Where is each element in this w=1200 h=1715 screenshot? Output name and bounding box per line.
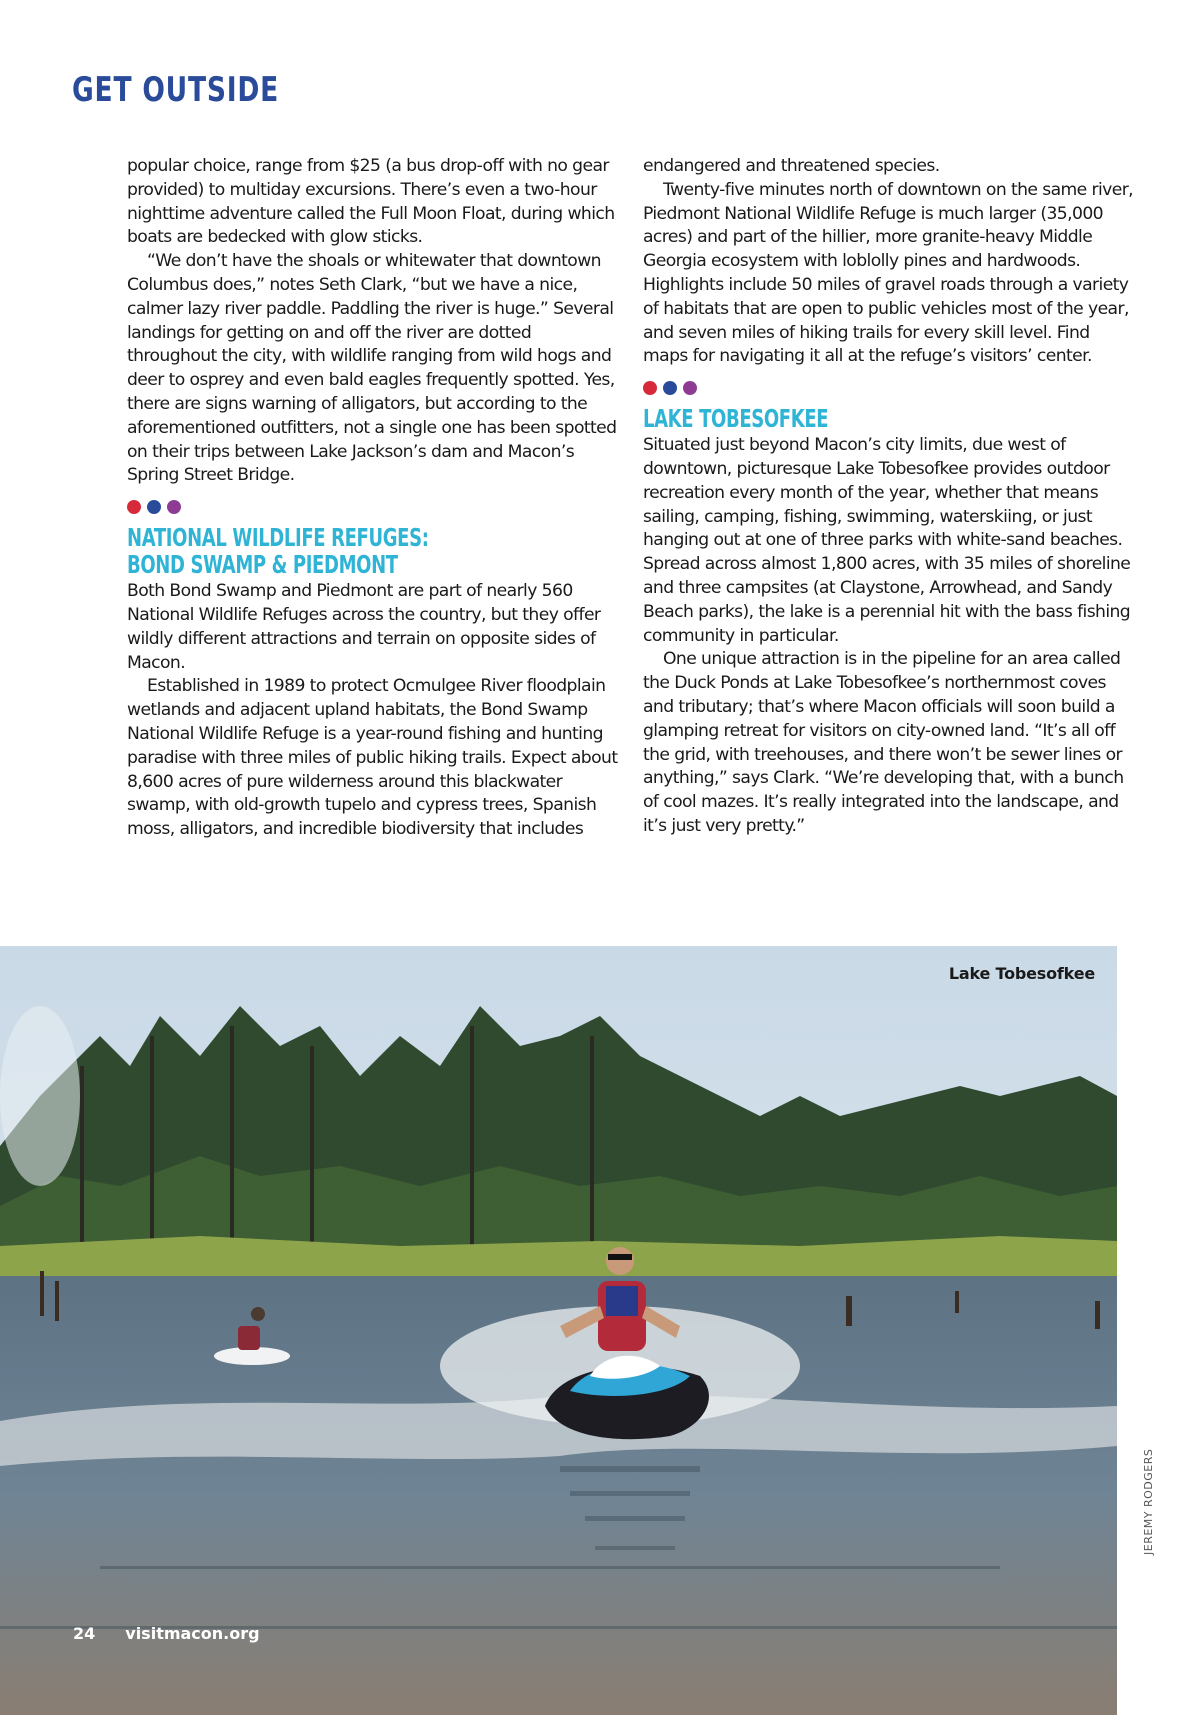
- paragraph: popular choice, range from $25 (a bus drop-off with no gear provided) to multiday excursions. There’s even a two-hour nighttime adventure called the Full Moon Float, during which boats are bedecked with glow sticks.: [127, 156, 615, 248]
- section-divider-dots: [643, 381, 1135, 395]
- right-column: [643, 155, 1135, 839]
- section-divider-dots: [127, 500, 619, 514]
- paragraph: Established in 1989 to protect Ocmulgee River floodplain wetlands and adjacent upland habitats, the Bond Swamp National Wildlife Refuge is a year-round fishing and hunting paradise with three miles of public hiking trails. Expect about 8,600 acres of pure wilderness around this blackwater swamp, with old-growth tupelo and cypress trees, Spanish moss, alligators, and incredible biodiversity that includes: [127, 676, 618, 840]
- paragraph: endangered and threatened species.: [643, 156, 940, 176]
- purple-dot-icon: [167, 500, 181, 514]
- blue-dot-icon: [147, 500, 161, 514]
- photo-credit: JEREMY RODGERS: [1142, 1448, 1155, 1555]
- paragraph: “We don’t have the shoals or whitewater that downtown Columbus does,” notes Seth Clark, “but we have a nice, calmer lazy river paddle. Paddling the river is huge.” Several landings for getting on and off the river are dotted throughout the city, with wildlife ranging from wild hogs and deer to osprey and even bald eagles frequently spotted. Yes, there are signs warning of alligators, but according to the aforementioned outfitters, not a single one has been spotted on their trips between Lake Jackson’s dam and Macon’s Spring Street Bridge.: [127, 251, 617, 486]
- red-dot-icon: [643, 381, 657, 395]
- lake-photo: [0, 946, 1117, 1715]
- page-number: 24: [73, 1624, 96, 1643]
- section-header: GET OUTSIDE: [72, 70, 280, 110]
- paragraph: Twenty-five minutes north of downtown on the same river, Piedmont National Wildlife Refuge is much larger (35,000 acres) and part of the hillier, more granite-heavy Middle Georgia ecosystem with loblolly pines and hardwoods. Highlights include 50 miles of gravel roads through a variety of habitats that are open to public vehicles most of the year, and seven miles of hiking trails for every skill level. Find maps for navigating it all at the refuge’s visitors’ center.: [643, 179, 1134, 367]
- lake-scene-illustration: [0, 946, 1117, 1715]
- website-link[interactable]: visitmacon.org: [125, 1624, 260, 1643]
- page-footer: [73, 1624, 260, 1643]
- subhead-wildlife-refuges: [127, 524, 481, 578]
- paragraph: Both Bond Swamp and Piedmont are part of nearly 560 National Wildlife Refuges across the country, but they offer wildly different attractions and terrain on opposite sides of Macon.: [127, 581, 601, 673]
- paragraph: Situated just beyond Macon’s city limits, due west of downtown, picturesque Lake Tobesofkee provides outdoor recreation every month of the year, whether that means sailing, camping, fishing, swimming, waterskiing, or just hanging out at one of three parks with white-sand beaches. Spread across almost 1,800 acres, with 35 miles of shoreline and three campsites (at Claystone, Arrowhead, and Sandy Beach parks), the lake is a perennial hit with the bass fishing community in particular.: [643, 435, 1131, 646]
- blue-dot-icon: [663, 381, 677, 395]
- subhead-line: BOND SWAMP & PIEDMONT: [127, 550, 398, 580]
- subhead-line: NATIONAL WILDLIFE REFUGES:: [127, 523, 429, 553]
- red-dot-icon: [127, 500, 141, 514]
- subhead-lake-tobesofkee: LAKE TOBESOFKEE: [643, 404, 829, 434]
- photo-caption: Lake Tobesofkee: [948, 964, 1095, 983]
- left-column: [127, 155, 619, 842]
- paragraph: One unique attraction is in the pipeline for an area called the Duck Ponds at Lake Tobesofkee’s northernmost coves and tributary; that’s where Macon officials will soon build a glamping retreat for visitors on city-owned land. “It’s all off the grid, with treehouses, and there won’t be sewer lines or anything,” says Clark. “We’re developing that, with a bunch of cool mazes. It’s really integrated into the landscape, and it’s just very pretty.”: [643, 649, 1124, 836]
- purple-dot-icon: [683, 381, 697, 395]
